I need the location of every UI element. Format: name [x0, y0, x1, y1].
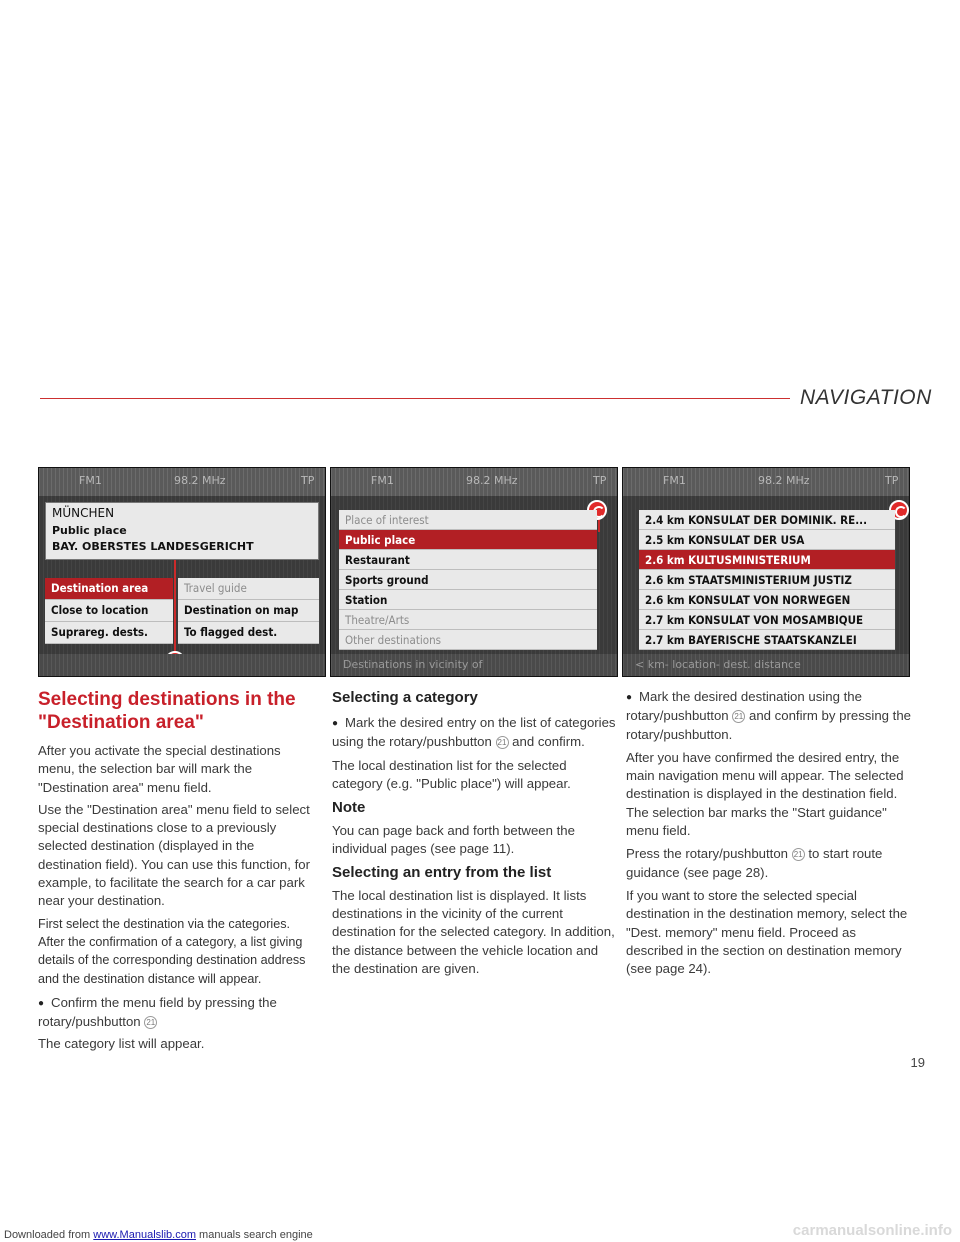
- paragraph: First select the destination via the categories. After the confirmation of a category, a list giving details of the corresponding destination address and the destination distance will appear.: [38, 916, 306, 986]
- header-rule: [40, 398, 790, 399]
- status-bar: [39, 468, 325, 496]
- control-number-badge: 21: [496, 736, 509, 749]
- column-1: [38, 688, 318, 1054]
- status-bar: [623, 468, 909, 496]
- list-item-destination-selected[interactable]: 2.6 km KULTUSMINISTERIUM: [639, 550, 895, 570]
- address-category: Public place: [52, 524, 127, 537]
- list-item-public-place[interactable]: Public place: [339, 530, 597, 550]
- list-item-restaurant[interactable]: Restaurant: [339, 550, 597, 570]
- radio-frequency: 98.2 MHz: [174, 474, 226, 487]
- paragraph: The local destination list for the selected category (e.g. "Public place") will appear.: [332, 757, 571, 791]
- section-title: NAVIGATION: [800, 386, 932, 409]
- bullet-text: Mark the desired destination using the rotary/pushbutton: [626, 689, 862, 724]
- bullet-text: and confirm by pressing the rotary/pushbutton.: [626, 708, 911, 742]
- control-number-badge: 21: [144, 1016, 157, 1029]
- control-number-badge: 21: [792, 848, 805, 861]
- footer-prefix: Downloaded from: [4, 1229, 91, 1241]
- list-item-destination[interactable]: 2.7 km BAYERISCHE STAATSKANZLEI: [639, 630, 895, 650]
- tp-indicator: TP: [301, 474, 315, 487]
- screen-category-list: [330, 467, 618, 677]
- screen-body: [39, 496, 325, 654]
- menu-close-to-location[interactable]: Close to location: [45, 600, 173, 622]
- list-item-station[interactable]: Station: [339, 590, 597, 610]
- screen-footer: [39, 654, 325, 676]
- menu-destination-on-map[interactable]: Destination on map: [178, 600, 319, 622]
- bullet-item: [332, 714, 616, 752]
- list-item-theatre-arts[interactable]: Theatre/Arts: [339, 610, 597, 630]
- paragraph: The category list will appear.: [38, 1036, 205, 1052]
- radio-band: FM1: [663, 474, 686, 487]
- paragraph: [626, 845, 916, 882]
- heading-selecting-entry: Selecting an entry from the list: [332, 863, 552, 881]
- address-panel: [45, 502, 319, 560]
- list-item-destination[interactable]: 2.6 km STAATSMINISTERIUM JUSTIZ: [639, 570, 895, 590]
- column-2: [332, 688, 616, 978]
- menu-travel-guide[interactable]: Travel guide: [178, 578, 319, 600]
- control-number-badge: 21: [732, 710, 745, 723]
- watermark: carmanualsonline.info: [792, 1222, 952, 1239]
- address-city: MÜNCHEN: [52, 506, 115, 520]
- heading-line-2: "Destination area": [38, 712, 204, 733]
- screen-destination-area: [38, 467, 326, 677]
- screen-destination-list: [622, 467, 910, 677]
- paragraph: The local destination list is displayed. It lists destinations in the vicinity of the current destination for the selected category. In addition, the distance between the vehicle location and the destination are given.: [332, 887, 615, 976]
- radio-band: FM1: [79, 474, 102, 487]
- status-bar: [331, 468, 617, 496]
- list-item-destination[interactable]: 2.6 km KONSULAT VON NORWEGEN: [639, 590, 895, 610]
- menu-suprareg-dests[interactable]: Suprareg. dests.: [45, 622, 173, 644]
- paragraph-text: to start route guidance (see page 28).: [626, 846, 883, 880]
- bullet-text: Confirm the menu field by pressing the rotary/pushbutton: [38, 994, 277, 1030]
- heading-selecting-category: Selecting a category: [332, 689, 478, 706]
- list-item-destination[interactable]: 2.7 km KONSULAT VON MOSAMBIQUE: [639, 610, 895, 630]
- heading-line-1: Selecting destinations in the: [38, 689, 296, 710]
- list-item-other-destinations[interactable]: Other destinations: [339, 630, 597, 650]
- list-item-destination[interactable]: 2.5 km KONSULAT DER USA: [639, 530, 895, 550]
- screen-footer: [623, 654, 909, 676]
- note-text: You can page back and forth between the individual pages (see page 11).: [332, 823, 575, 857]
- paragraph: Use the "Destination area" menu field to select special destinations close to a previously selected destination (displayed in the destination field). You can use this function, for example, to facilitate the search for a car park near your destination.: [38, 801, 310, 909]
- menu-destination-area[interactable]: Destination area: [45, 578, 173, 600]
- paragraph: If you want to store the selected special destination in the destination memory, select the "Dest. memory" menu field. Proceed as described in the section on destination memory (see page 24).: [626, 887, 908, 977]
- menu-to-flagged-dest[interactable]: To flagged dest.: [178, 622, 319, 644]
- paragraph-text: Press the rotary/pushbutton: [626, 846, 789, 862]
- page-number: 19: [910, 1055, 925, 1070]
- radio-frequency: 98.2 MHz: [758, 474, 810, 487]
- list-item-place-of-interest[interactable]: Place of interest: [339, 510, 597, 530]
- footer-suffix: manuals search engine: [199, 1229, 313, 1241]
- note-heading: Note: [332, 799, 366, 817]
- screen-body: [331, 496, 617, 654]
- tp-indicator: TP: [885, 474, 899, 487]
- bullet-item: [38, 994, 318, 1032]
- radio-frequency: 98.2 MHz: [466, 474, 518, 487]
- manualslib-link[interactable]: www.Manualslib.com: [93, 1229, 196, 1241]
- list-item-destination[interactable]: 2.4 km KONSULAT DER DOMINIK. RE...: [639, 510, 895, 530]
- list-item-sports-ground[interactable]: Sports ground: [339, 570, 597, 590]
- footer-label: < km- location- dest. distance: [635, 658, 801, 671]
- footer-label: Destinations in vicinity of: [343, 658, 483, 671]
- address-name: BAY. OBERSTES LANDESGERICHT: [52, 540, 254, 553]
- radio-band: FM1: [371, 474, 394, 487]
- column-3: [626, 688, 916, 978]
- paragraph: After you activate the special destinations menu, the selection bar will mark the "Destination area" menu field.: [38, 743, 281, 795]
- bullet-text: and confirm.: [512, 734, 585, 750]
- bullet-item: [626, 688, 916, 744]
- screen-footer: [331, 654, 617, 676]
- tp-indicator: TP: [593, 474, 607, 487]
- screen-body: [623, 496, 909, 654]
- paragraph: After you have confirmed the desired entry, the main navigation menu will appear. The selected destination is displayed in the destination field. The selection bar marks the "Start guidance" menu field.: [626, 749, 904, 839]
- bullet-text: Mark the desired entry on the list of categories using the rotary/pushbutton: [332, 715, 616, 750]
